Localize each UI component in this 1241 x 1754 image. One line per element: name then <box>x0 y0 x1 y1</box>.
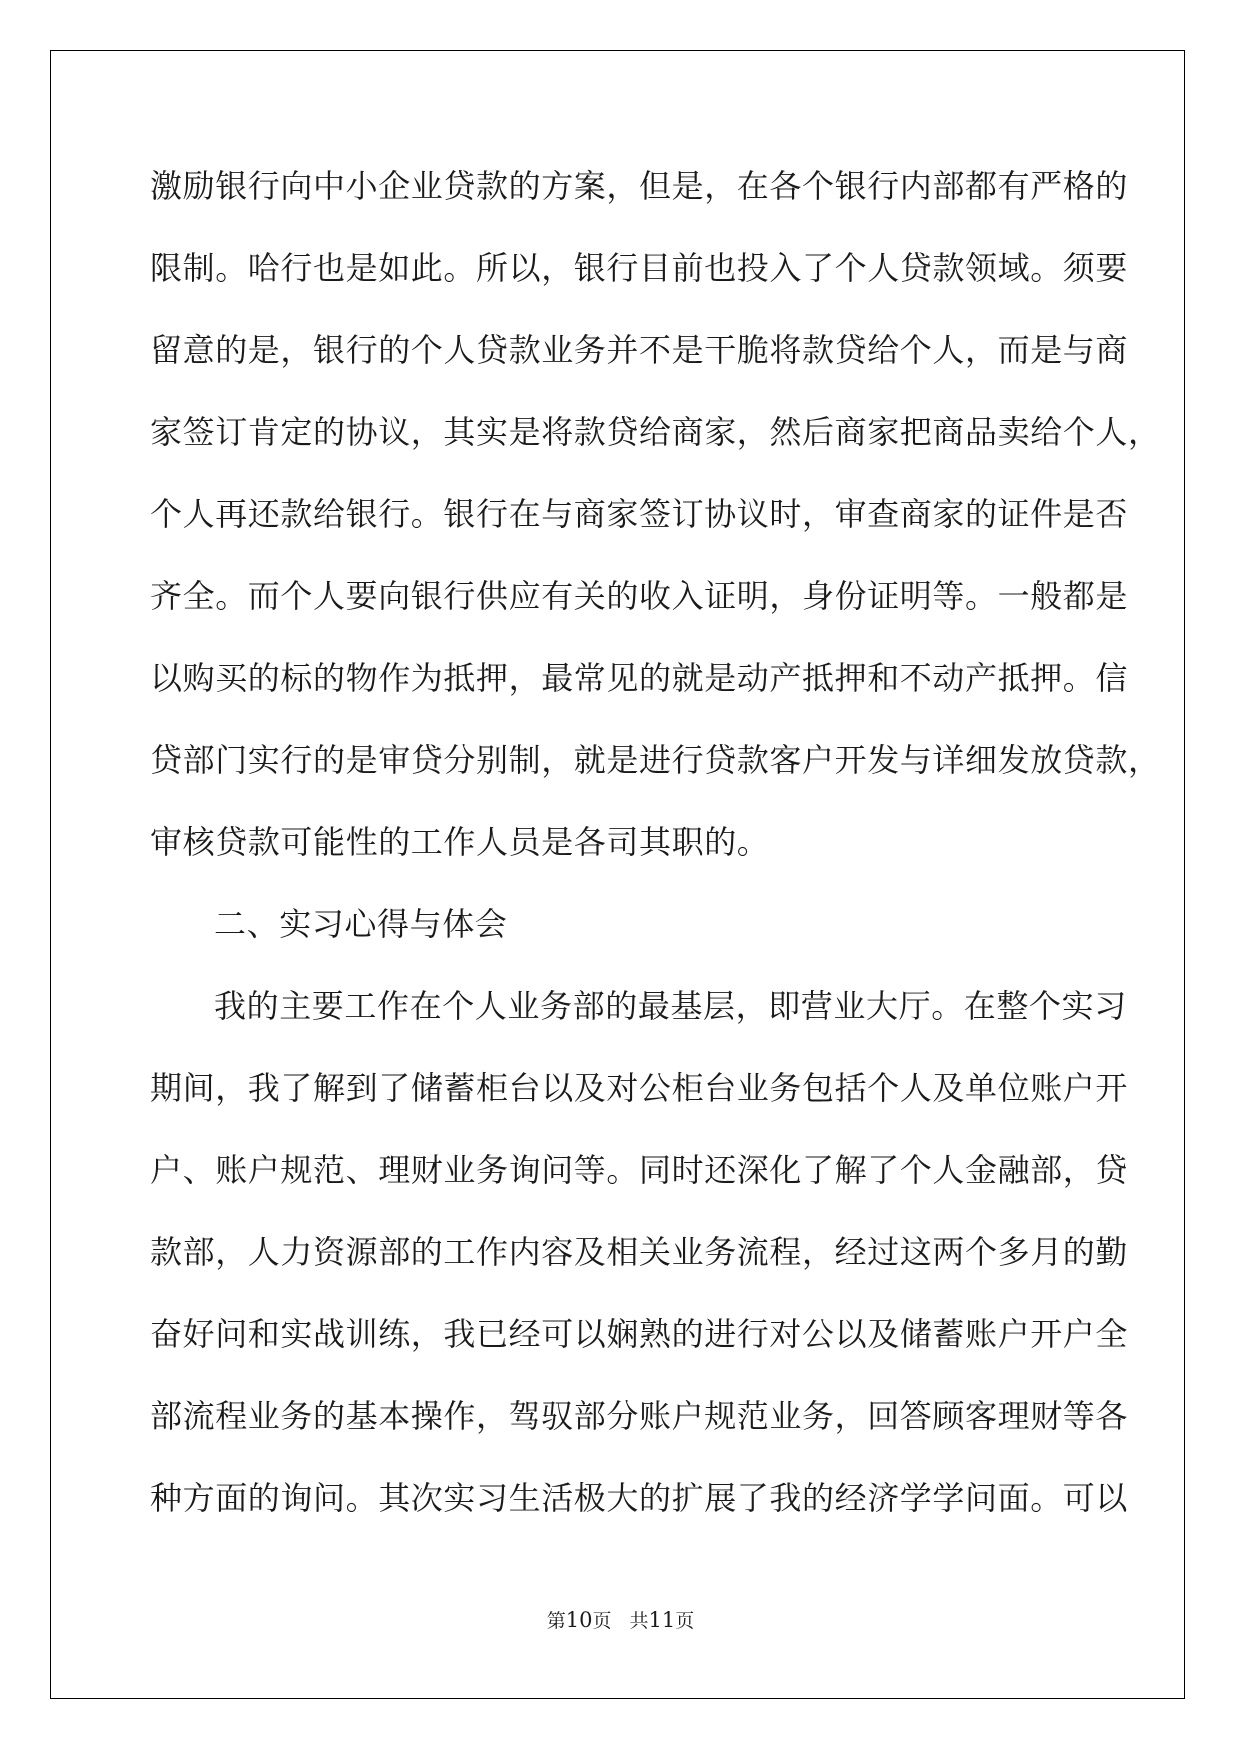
paragraph-line: 奋好问和实战训练，我已经可以娴熟的进行对公以及储蓄账户开户全 <box>150 1315 1129 1353</box>
page-footer <box>0 1608 1241 1633</box>
total-prefix: 共 <box>629 1610 649 1632</box>
document-body <box>150 162 1161 1556</box>
paragraph-line: 审核贷款可能性的工作人员是各司其职的。 <box>150 823 770 861</box>
paragraph-line: 期间，我了解到了储蓄柜台以及对公柜台业务包括个人及单位账户开 <box>150 1069 1129 1107</box>
total-suffix: 页 <box>675 1610 695 1632</box>
paragraph-line: 限制。哈行也是如此。所以，银行目前也投入了个人贷款领域。须要 <box>150 249 1129 287</box>
paragraph-line: 种方面的询问。其次实习生活极大的扩展了我的经济学学问面。可以 <box>150 1479 1129 1517</box>
section-heading: 二、实习心得与体会 <box>214 905 508 943</box>
paragraph-line: 部流程业务的基本操作，驾驭部分账户规范业务，回答顾客理财等各 <box>150 1397 1129 1435</box>
paragraph-line: 户、账户规范、理财业务询问等。同时还深化了解了个人金融部，贷 <box>150 1151 1129 1189</box>
page-number: 10 <box>565 1608 593 1632</box>
paragraph-line: 我的主要工作在个人业务部的最基层，即营业大厅。在整个实习 <box>214 987 1127 1025</box>
paragraph-line: 齐全。而个人要向银行供应有关的收入证明，身份证明等。一般都是 <box>150 577 1129 615</box>
page-prefix: 第 <box>546 1610 566 1632</box>
paragraph-line: 款部，人力资源部的工作内容及相关业务流程，经过这两个多月的勤 <box>150 1233 1129 1271</box>
paragraph-line: 家签订肯定的协议，其实是将款贷给商家，然后商家把商品卖给个人， <box>150 413 1161 451</box>
page-suffix: 页 <box>592 1610 612 1632</box>
paragraph-line: 个人再还款给银行。银行在与商家签订协议时，审查商家的证件是否 <box>150 495 1129 533</box>
paragraph-line: 以购买的标的物作为抵押，最常见的就是动产抵押和不动产抵押。信 <box>150 659 1129 697</box>
page-total: 11 <box>648 1608 676 1632</box>
paragraph-line: 贷部门实行的是审贷分别制，就是进行贷款客户开发与详细发放贷款， <box>150 741 1161 779</box>
paragraph-line: 激励银行向中小企业贷款的方案，但是，在各个银行内部都有严格的 <box>150 167 1129 205</box>
paragraph-line: 留意的是，银行的个人贷款业务并不是干脆将款贷给个人，而是与商 <box>150 331 1129 369</box>
